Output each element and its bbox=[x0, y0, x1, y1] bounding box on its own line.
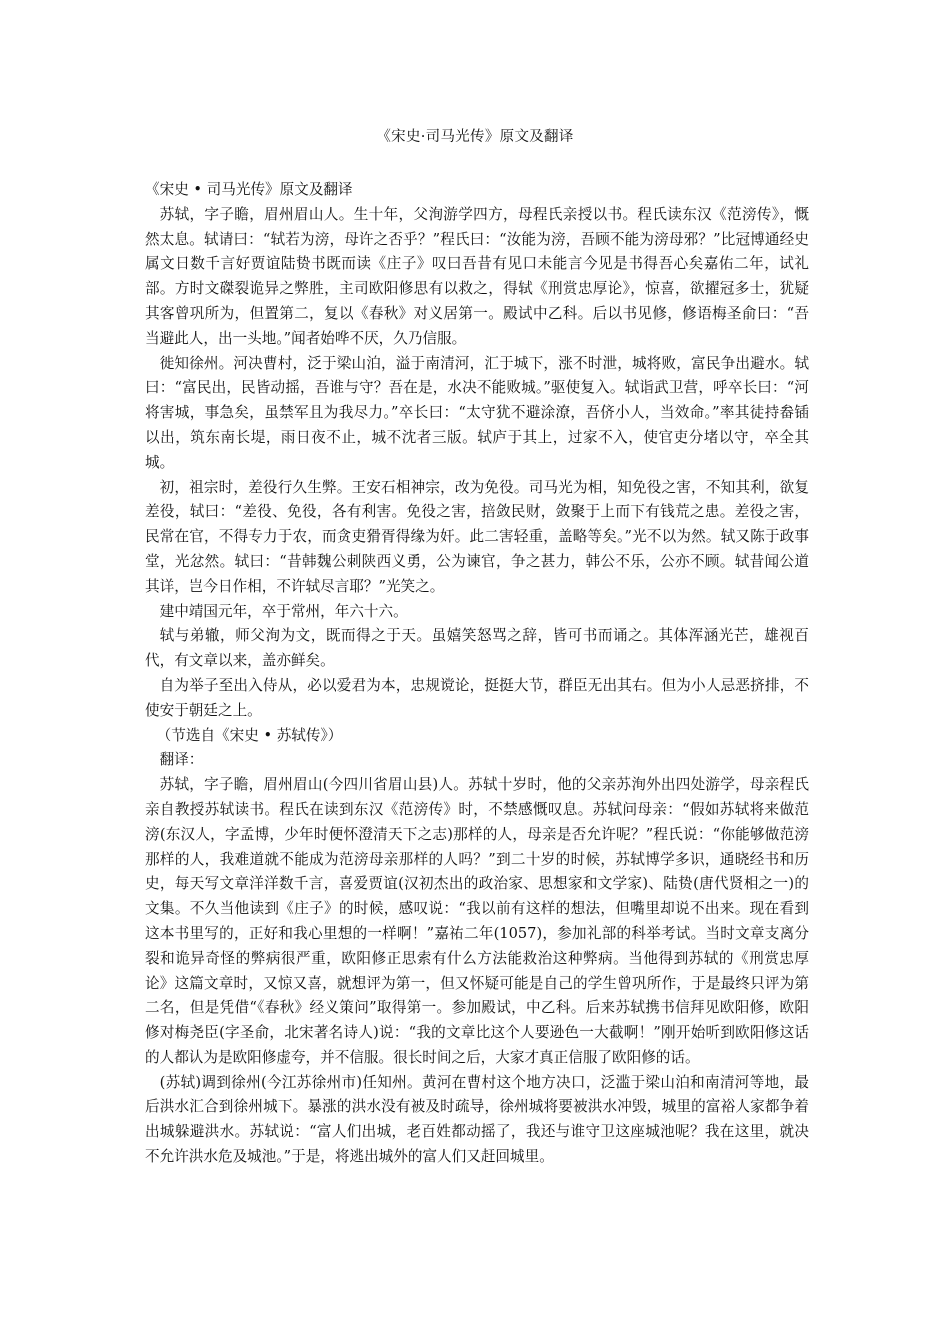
section-heading: 《宋史 • 司马光传》原文及翻译 bbox=[145, 181, 353, 198]
paragraph: (苏轼)调到徐州(今江苏徐州市)任知州。黄河在曹村这个地方决口，泛滥于梁山泊和南清河等地，最后洪水汇合到徐州城下。暴涨的洪水没有被及时疏导，徐州城将要被洪水冲毁，城里的富裕人家都争着出城躲避洪水。苏轼说：“富人们出城，老百姓都动摇了，我还与谁守卫这座城池呢？我在这里，就决不允许洪水危及城池。”于是，将逃出城外的富人们又赶回城里。 bbox=[145, 1073, 809, 1166]
source-note: （节选自《宋史 • 苏轼传》） bbox=[156, 726, 343, 744]
paragraph: 苏轼，字子瞻，眉州眉山人。生十年，父洵游学四方，母程氏亲授以书。程氏读东汉《范滂传》，慨然太息。轼请曰：“轼若为滂，母许之否乎？”程氏曰：“汝能为滂，吾顾不能为滂母邪？”比冠博通经史属文日数千言好贾谊陆贽书既而读《庄子》叹曰吾昔有见口未能言今见是书得吾心矣嘉佑二年，试礼部。方时文磔裂诡异之弊胜，主司欧阳修思有以救之，得轼《刑赏忠厚论》，惊喜，欲擢冠多士，犹疑其客曾巩所为，但置第二，复以《春秋》对义居第一。殿试中乙科。后以书见修，修语梅圣俞曰：“吾当避此人，出一头地。”闻者始哗不厌，久乃信服。 bbox=[145, 205, 809, 347]
document-body bbox=[145, 178, 809, 1170]
translation-heading: 翻译： bbox=[159, 751, 204, 769]
paragraph: 自为举子至出入侍从，必以爱君为本，忠规谠论，挺挺大节，群臣无出其右。但为小人忌恶挤排，不使安于朝廷之上。 bbox=[145, 676, 809, 719]
paragraph: 建中靖国元年，卒于常州，年六十六。 bbox=[159, 602, 408, 620]
paragraph: 徙知徐州。河决曹村，泛于梁山泊，溢于南清河，汇于城下，涨不时泄，城将败，富民争出避水。轼曰：“富民出，民皆动摇，吾谁与守？吾在是，水决不能败城。”驱使复入。轼诣武卫营，呼卒长曰：“河将害城，事急矣，虽禁军且为我尽力。”卒长曰：“太守犹不避涂潦，吾侪小人，当效命。”率其徒持畚锸以出，筑东南长堤，雨日夜不止，城不沈者三版。轼庐于其上，过家不入，使官吏分堵以守，卒全其城。 bbox=[145, 354, 809, 471]
paragraph: 初，祖宗时，差役行久生弊。王安石相神宗，改为免役。司马光为相，知免役之害，不知其利，欲复差役，轼曰：“差役、免役，各有利害。免役之害，掊敛民财，敛聚于上而下有钱荒之患。差役之害，民常在官，不得专力于农，而贪吏猾胥得缘为奸。此二害轻重，盖略等矣。”光不以为然。轼又陈于政事堂，光忿然。轼曰：“昔韩魏公刺陕西义勇，公为谏官，争之甚力，韩公不乐，公亦不顾。轼昔闻公道其详，岂今日作相，不许轼尽言耶？”光笑之。 bbox=[145, 478, 809, 595]
paragraph: 轼与弟辙，师父洵为文，既而得之于天。虽嬉笑怒骂之辞，皆可书而诵之。其体浑涵光芒，雄视百代，有文章以来，盖亦鲜矣。 bbox=[145, 627, 809, 670]
page-title: 《宋史·司马光传》原文及翻译 bbox=[376, 129, 574, 145]
paragraph: 苏轼，字子瞻，眉州眉山(今四川省眉山县)人。苏轼十岁时，他的父亲苏洵外出四处游学，母亲程氏亲自教授苏轼读书。程氏在读到东汉《范滂传》时，不禁感慨叹息。苏轼问母亲：“假如苏轼将来做范滂(东汉人，字孟博，少年时便怀澄清天下之志)那样的人，母亲是否允许呢？”程氏说：“你能够做范滂那样的人，我难道就不能成为范滂母亲那样的人吗？”到二十岁的时候，苏轼博学多识，通晓经书和历史，每天写文章洋洋数千言，喜爱贾谊(汉初杰出的政治家、思想家和文学家)、陆贽(唐代贤相之一)的文集。不久当他读到《庄子》的时候，感叹说：“我以前有这样的想法，但嘴里却说不出来。现在看到这本书里写的，正好和我心里想的一样啊！”嘉祐二年(1057)，参加礼部的科举考试。当时文章支离分裂和诡异奇怪的弊病很严重，欧阳修正思索有什么方法能救治这种弊病。当他得到苏轼的《刑赏忠厚论》这篇文章时，又惊又喜，就想评为第一，但又怀疑可能是自己的学生曾巩所作，于是最终只评为第二名，但是凭借“《春秋》经义策问”取得第一。参加殿试，中乙科。后来苏轼携书信拜见欧阳修，欧阳修对梅尧臣(字圣俞，北宋著名诗人)说：“我的文章比这个人要逊色一大截啊！”刚开始听到欧阳修这话的人都认为是欧阳修虚夸，并不信服。很长时间之后，大家才真正信服了欧阳修的话。 bbox=[145, 776, 809, 1066]
